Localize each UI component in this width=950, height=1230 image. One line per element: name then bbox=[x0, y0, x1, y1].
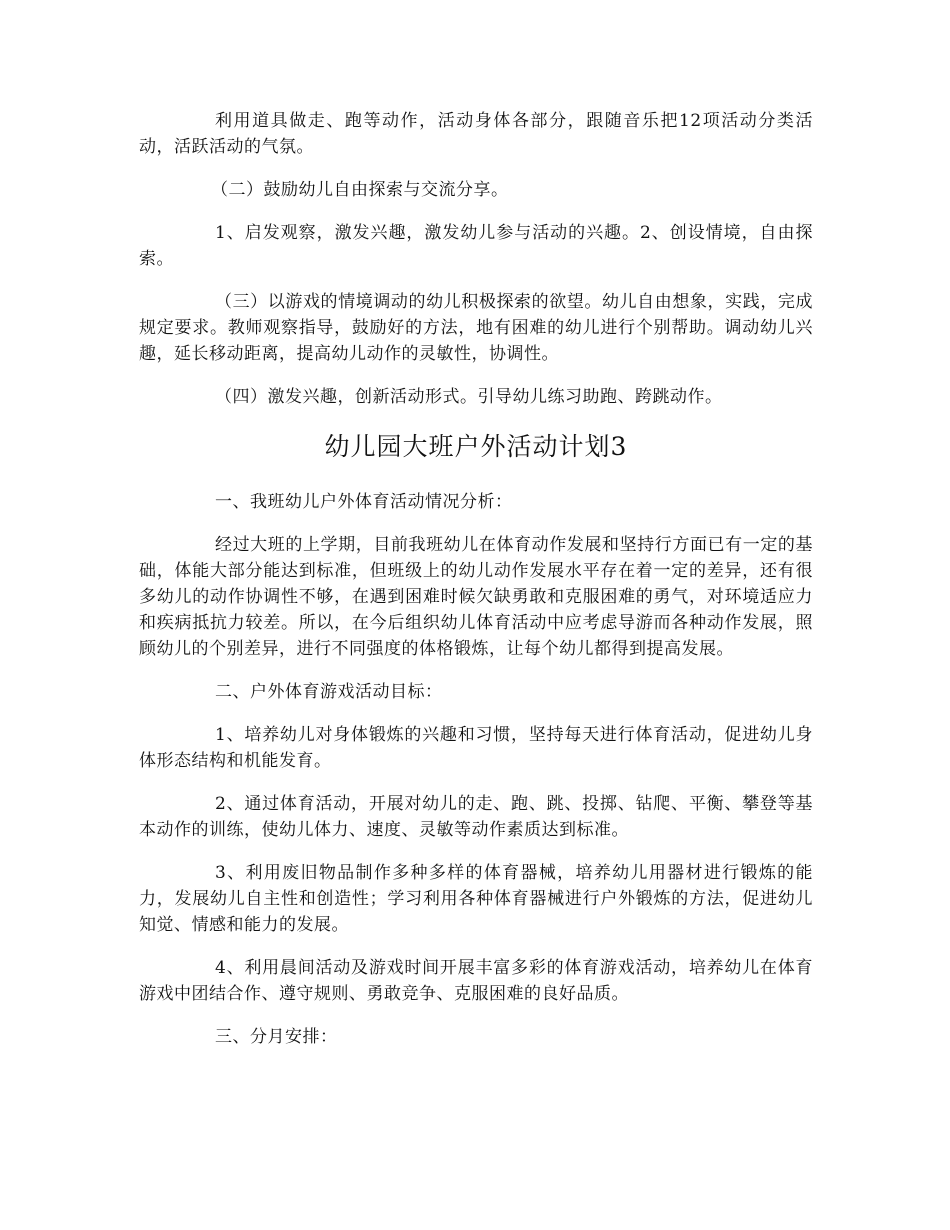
goal-item: 2、通过体育活动，开展对幼儿的走、跑、跳、投掷、钻爬、平衡、攀登等基本动作的训练，使幼儿体力、速度、灵敏等动作素质达到标准。 bbox=[139, 794, 813, 840]
goal-item: 4、利用晨间活动及游戏时间开展丰富多彩的体育游戏活动，培养幼儿在体育游戏中团结合作、遵守规则、勇敢竞争、克服困难的良好品质。 bbox=[139, 958, 813, 1004]
document-body bbox=[139, 108, 813, 1067]
subsection-heading: （二）鼓励幼儿自由探索与交流分享。 bbox=[211, 180, 509, 200]
paragraph: 利用道具做走、跑等动作，活动身体各部分，跟随音乐把12项活动分类活动，活跃活动的气氛。 bbox=[139, 111, 813, 157]
paragraph: 经过大班的上学期，目前我班幼儿在体育动作发展和坚持行方面已有一定的基础，体能大部分能达到标准，但班级上的幼儿动作发展水平存在着一定的差异，还有很多幼儿的动作协调性不够，在遇到困难时候欠缺勇敢和克服困难的勇气，对环境适应力和疾病抵抗力较差。所以，在今后组织幼儿体育活动中应考虑导游而各种动作发展，照顾幼儿的个别差异，进行不同强度的体格锻炼，让每个幼儿都得到提高发展。 bbox=[139, 535, 813, 659]
section-heading: 一、我班幼儿户外体育活动情况分析： bbox=[215, 492, 513, 512]
section-heading: 二、户外体育游戏活动目标： bbox=[215, 682, 443, 702]
paragraph: （四）激发兴趣，创新活动形式。引导幼儿练习助跑、跨跳动作。 bbox=[215, 387, 723, 407]
section-heading: 三、分月安排： bbox=[215, 1027, 338, 1047]
goal-item: 1、培养幼儿对身体锻炼的兴趣和习惯，坚持每天进行体育活动，促进幼儿身体形态结构和机能发育。 bbox=[139, 725, 813, 771]
paragraph: （三）以游戏的情境调动的幼儿积极探索的欲望。幼儿自由想象，实践，完成规定要求。教师观察指导，鼓励好的方法，地有困难的幼儿进行个别帮助。调动幼儿兴趣，延长移动距离，提高幼儿动作的灵敏性，协调性。 bbox=[139, 292, 813, 364]
goal-item: 3、利用废旧物品制作多种多样的体育器械，培养幼儿用器材进行锻炼的能力，发展幼儿自主性和创造性；学习利用各种体育器械进行户外锻炼的方法，促进幼儿知觉、情感和能力的发展。 bbox=[139, 863, 813, 935]
paragraph: 1、启发观察，激发兴趣，激发幼儿参与活动的兴趣。2、创设情境，自由探索。 bbox=[139, 223, 813, 269]
section-title: 幼儿园大班户外活动计划3 bbox=[324, 432, 628, 461]
